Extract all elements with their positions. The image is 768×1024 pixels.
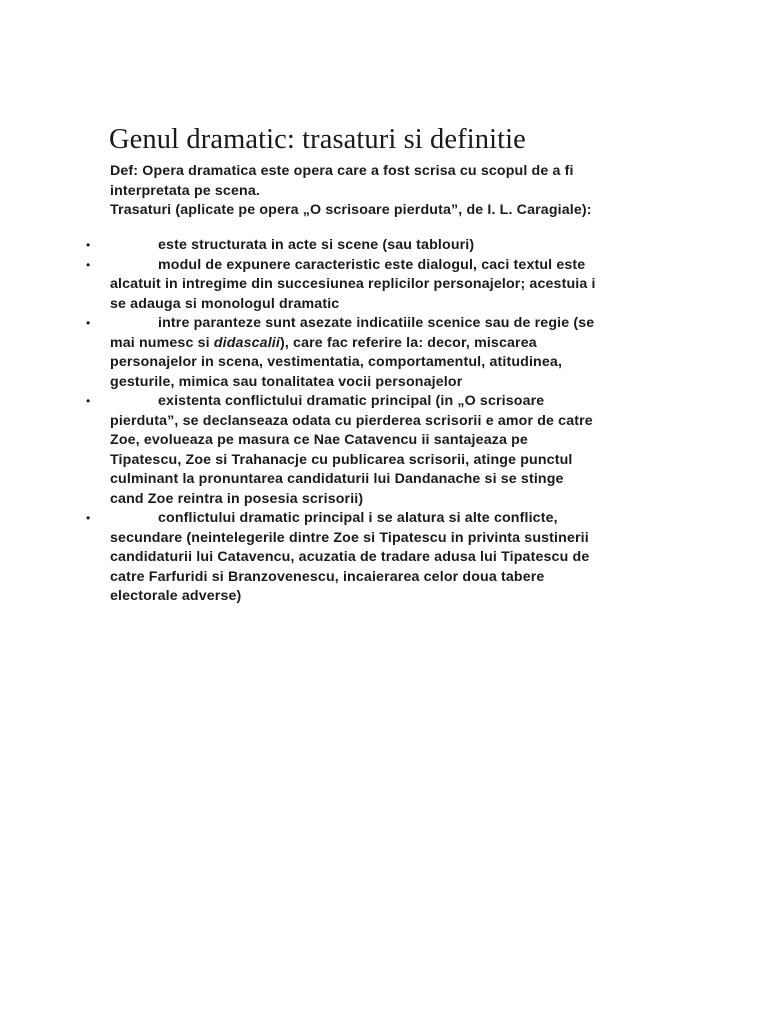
list-item-text: existenta conflictului dramatic principal (in „O scrisoare (158, 393, 545, 409)
list-item (86, 314, 726, 392)
bullet-icon: • (86, 238, 91, 252)
list-item-text: este structurata in acte si scene (sau tablouri) (158, 237, 475, 253)
traits-list (86, 236, 726, 607)
list-item-text: electorale adverse) (110, 588, 242, 604)
list-item (86, 256, 726, 315)
list-item-text: modul de expunere caracteristic este dialogul, caci textul este (158, 256, 586, 273)
list-item-text: candidaturii lui Catavencu, acuzatia de tradare adusa lui Tipatescu de (110, 549, 590, 565)
list-item-text: alcatuit in intregime din succesiunea replicilor personajelor; acestuia i (110, 276, 596, 292)
list-item-text-mixed (110, 334, 726, 354)
list-item-text: culminant la pronuntarea candidaturii lui Dandanache si se stinge (110, 471, 564, 487)
list-item-text: conflictului dramatic principal i se alatura si alte conflicte, (158, 510, 558, 526)
list-item-text: se adauga si monologul dramatic (110, 295, 340, 312)
list-item-text: Zoe, evolueaza pe masura ce Nae Catavencu ii santajeaza pe (110, 432, 528, 448)
bullet-icon: • (86, 394, 91, 408)
bullet-icon: • (86, 257, 91, 272)
list-item-text: cand Zoe reintra in posesia scrisorii) (110, 490, 364, 507)
page-title: Genul dramatic: trasaturi si definitie (109, 124, 526, 155)
bullet-icon: • (86, 316, 91, 330)
list-item-text: personajelor in scena, vestimentatia, comportamentul, atitudinea, (110, 354, 563, 370)
traits-intro-line: Trasaturi (aplicate pe opera „O scrisoare pierduta”, de I. L. Caragiale): (110, 202, 592, 218)
list-item-text: pierduta”, se declanseaza odata cu pierderea scrisorii e amor de catre (110, 412, 593, 429)
list-item-text: catre Farfuridi si Branzovenescu, incaierarea celor doua tabere (110, 568, 545, 585)
list-item (86, 509, 726, 607)
list-item (86, 392, 726, 509)
list-item-text: ), care fac referire la: decor, miscarea (280, 334, 537, 351)
list-item-text: gesturile, mimica sau tonalitatea vocii personajelor (110, 373, 463, 390)
didascalii-term: didascalii (213, 334, 280, 351)
list-item-text: intre paranteze sunt asezate indicatiile scenice sau de regie (se (158, 315, 595, 331)
list-item-text: secundare (neintelegerile dintre Zoe si Tipatescu in privinta sustinerii (110, 529, 589, 546)
definition-text-line: Def: Opera dramatica este opera care a fost scrisa cu scopul de a fi (110, 163, 574, 179)
list-item-text: mai numesc si (110, 334, 214, 351)
definition-block (110, 162, 722, 221)
list-item-text: Tipatescu, Zoe si Trahanacje cu publicarea scrisorii, atinge punctul (110, 451, 573, 468)
bullet-icon: • (86, 511, 91, 525)
definition-text-line: interpretata pe scena. (110, 182, 260, 199)
list-item (86, 236, 726, 256)
